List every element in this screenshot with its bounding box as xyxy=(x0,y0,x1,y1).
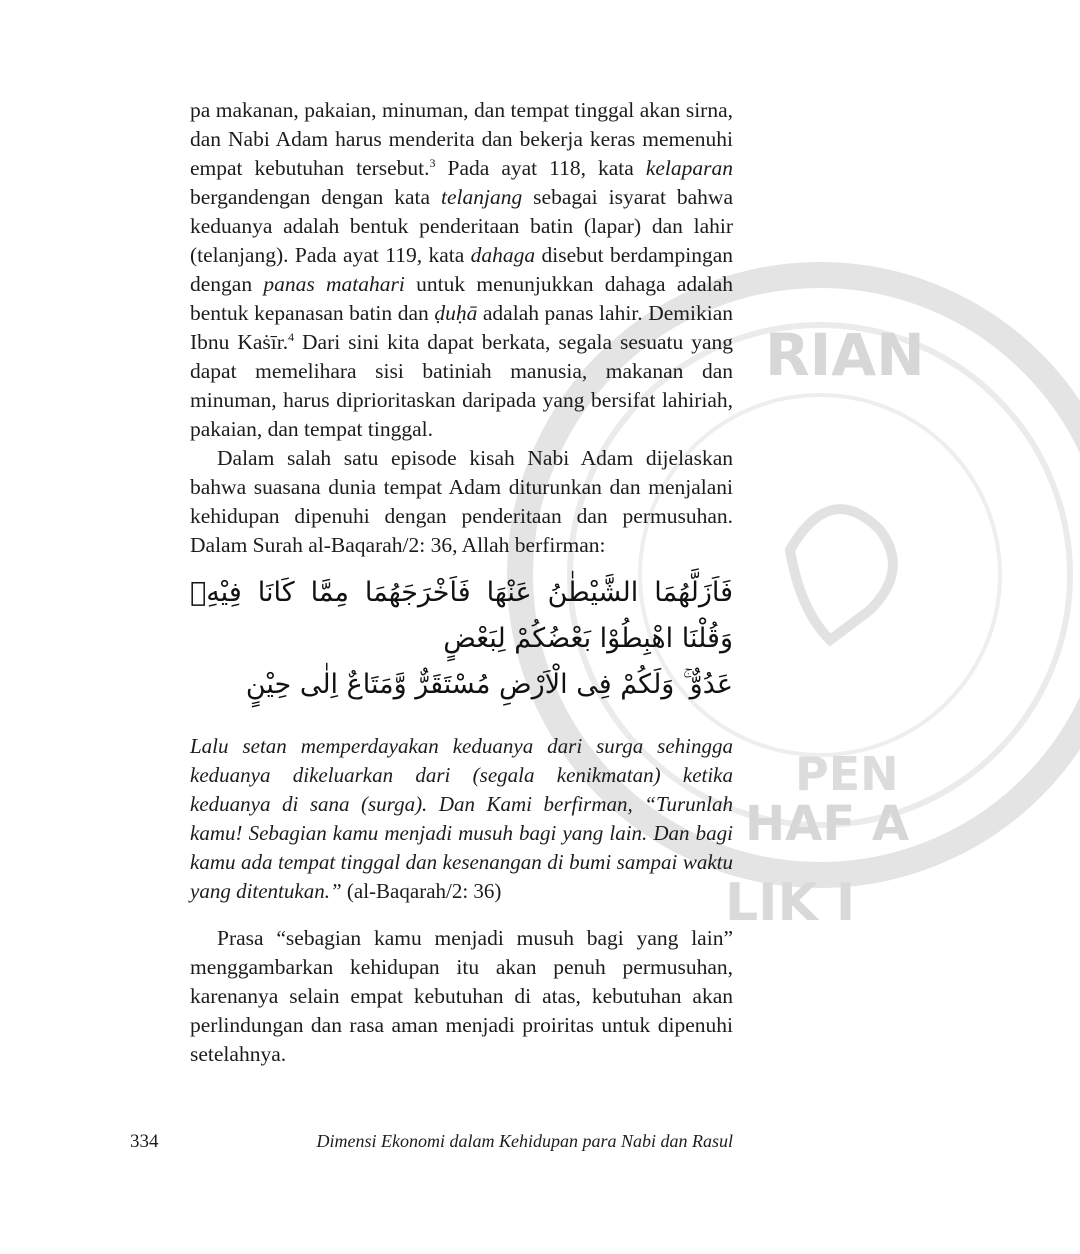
stamp-text-mid: PEN xyxy=(795,747,899,801)
p1-emphasis-panas-matahari: panas matahari xyxy=(263,272,405,296)
p1-text-6: untuk menunjukkan dahaga adalah bentuk kepanasan batin dan xyxy=(190,272,733,325)
p1-text-8: Dari sini kita dapat berkata, segala sesuatu yang dapat memelihara sisi batiniah manusia, makanan dan minuman, harus diprioritaskan daripada yang bersifat lahiriah, pakaian, dan tempat tinggal. xyxy=(190,330,733,441)
p1-text-1: pa makanan, pakaian, minuman, dan tempat tinggal akan sirna, dan Nabi Adam harus menderita dan bekerja keras memenuhi empat kebutuhan tersebut. xyxy=(190,98,733,180)
footnote-ref-4[interactable]: 4 xyxy=(288,329,295,344)
stamp-text-bottom: LIK I xyxy=(725,873,856,933)
page-number: 334 xyxy=(130,1131,159,1152)
p1-text-7: adalah panas lahir. Demikian Ibnu Kaṡīr. xyxy=(190,301,733,354)
p1-emphasis-duha: ḍuḥā xyxy=(434,301,478,325)
page-body xyxy=(190,96,733,1069)
p1-text-2: Pada ayat 118, kata xyxy=(435,156,646,180)
p1-emphasis-telanjang: telanjang xyxy=(441,185,523,209)
translation-reference: (al-Baqarah/2: 36) xyxy=(341,879,502,903)
p1-emphasis-kelaparan: kelaparan xyxy=(645,156,733,180)
p1-emphasis-dahaga: dahaga xyxy=(470,243,536,267)
p1-text-3: bergandengan dengan kata xyxy=(190,185,441,209)
running-footer-title: Dimensi Ekonomi dalam Kehidupan para Nabi dan Rasul xyxy=(316,1131,733,1151)
verse-translation xyxy=(190,732,733,906)
footnote-ref-3[interactable]: 3 xyxy=(429,155,436,170)
paragraph-1 xyxy=(190,96,733,444)
translation-text: Lalu setan memperdayakan keduanya dari surga sehingga keduanya dikeluarkan dari (segala kenikmatan) ketika keduanya di sana (surga). Dan Kami berfirman, “Turunlah kamu! Sebagian kamu menjadi musuh bagi yang lain. Dan bagi kamu ada tempat tinggal dan kesenangan di bumi sampai waktu yang ditentukan.” xyxy=(190,734,733,903)
p1-text-4: sebagai isyarat bahwa keduanya adalah bentuk penderitaan batin (lapar) dan lahir (telanjang). Pada ayat 119, kata xyxy=(190,185,734,267)
verse-line-2: عَدُوٌّ ۚ وَلَكُمْ فِى الْاَرْضِ مُسْتَقَرٌّ وَّمَتَاعٌ اِلٰى حِيْنٍ xyxy=(245,669,733,700)
paragraph-3: Prasa “sebagian kamu menjadi musuh bagi yang lain” menggambarkan kehidupan itu akan penuh permusuhan, karenanya selain empat kebutuhan di atas, kebutuhan akan perlindungan dan rasa aman menjadi proiritas untuk dipenuhi setelahnya. xyxy=(190,926,733,1066)
paragraph-2: Dalam salah satu episode kisah Nabi Adam dijelaskan bahwa suasana dunia tempat Adam diturunkan dan menjalani kehidupan dipenuhi dengan penderitaan dan permusuhan. Dalam Surah al-Baqarah/2: 36, Allah berfirman: xyxy=(190,446,733,557)
stamp-text-mid2: HAF A xyxy=(745,796,909,852)
p1-text-5: disebut berdampingan dengan xyxy=(190,243,733,296)
quran-verse xyxy=(190,570,733,708)
stamp-text-top: RIAN xyxy=(765,321,925,389)
verse-line-1: فَاَزَلَّهُمَا الشَّيْطٰنُ عَنْهَا فَاَخْرَجَهُمَا مِمَّا كَانَا فِيْهِۖ وَقُلْنَا اهْبِطُوْا بَعْضُكُمْ لِبَعْضٍ xyxy=(190,577,733,654)
